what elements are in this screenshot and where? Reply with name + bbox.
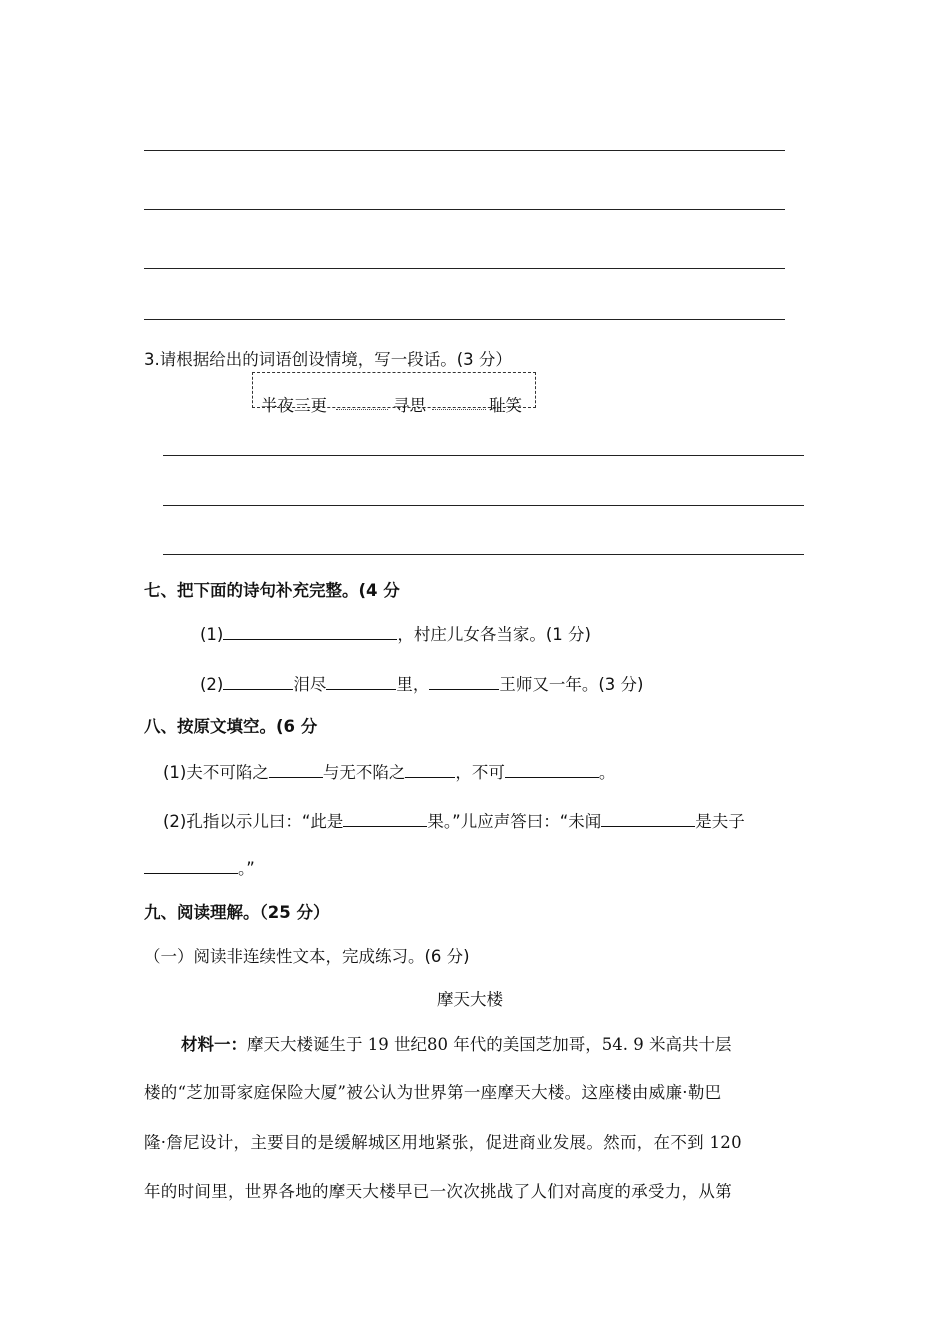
section-7-heading: 七、把下面的诗句补充完整。(4 分 (144, 581, 400, 600)
writing-line[interactable] (163, 505, 804, 506)
writing-line[interactable] (163, 455, 804, 456)
writing-line[interactable] (163, 554, 804, 555)
section-9-sub-1: （一）阅读非连续性文本，完成练习。(6 分) (144, 947, 470, 966)
answer-blank[interactable] (343, 810, 427, 827)
reading-line-1: 材料一：摩天大楼诞生于 19 世纪80 年代的美国芝加哥，54. 9 米高共十层 (181, 1035, 732, 1054)
answer-blank[interactable] (601, 810, 695, 827)
section-7-item-1: (1) ，村庄儿女各当家。(1 分) (200, 625, 591, 644)
answer-blank[interactable] (144, 857, 238, 874)
writing-line[interactable] (144, 150, 785, 151)
answer-blank[interactable] (223, 673, 293, 690)
section-9-heading: 九、阅读理解。（25 分） (144, 903, 330, 922)
word-2: 寻思 (393, 396, 426, 415)
writing-line[interactable] (144, 268, 785, 269)
answer-blank[interactable] (405, 761, 455, 778)
answer-blank[interactable] (429, 673, 499, 690)
word-separator (432, 409, 486, 410)
section-8-item-1: (1)夫不可陷之 与无不陷之 ，不可 。 (163, 763, 616, 782)
section-8-item-2-cont: 。” (144, 857, 255, 880)
word-3: 耻笑 (489, 396, 522, 415)
answer-blank[interactable] (269, 761, 323, 778)
reading-line-3: 隆·詹尼设计，主要目的是缓解城区用地紧张，促进商业发展。然而，在不到 120 (144, 1133, 742, 1152)
word-1: 半夜三更 (261, 396, 327, 415)
writing-line[interactable] (144, 319, 785, 320)
reading-title: 摩天大楼 (437, 990, 503, 1009)
reading-line-2: 楼的“芝加哥家庭保险大厦”被公认为世界第一座摩天大楼。这座楼由威廉·勒巴 (144, 1083, 722, 1102)
section-7-item-2: (2) 泪尽 里， 王师又一年。(3 分) (200, 675, 644, 694)
writing-line[interactable] (144, 209, 785, 210)
answer-blank[interactable] (505, 761, 599, 778)
answer-blank[interactable] (326, 673, 396, 690)
section-8-heading: 八、按原文填空。(6 分 (144, 717, 318, 736)
question-3-title: 3.请根据给出的词语创设情境，写一段话。(3 分） (144, 350, 512, 369)
answer-blank[interactable] (223, 623, 397, 640)
reading-line-4: 年的时间里，世界各地的摩天大楼早已一次次挑战了人们对高度的承受力，从第 (144, 1182, 732, 1201)
section-8-item-2: (2)孔指以示儿曰：“此是 果。”儿应声答曰：“未闻 是夫子 (163, 812, 745, 831)
word-separator (336, 409, 388, 410)
